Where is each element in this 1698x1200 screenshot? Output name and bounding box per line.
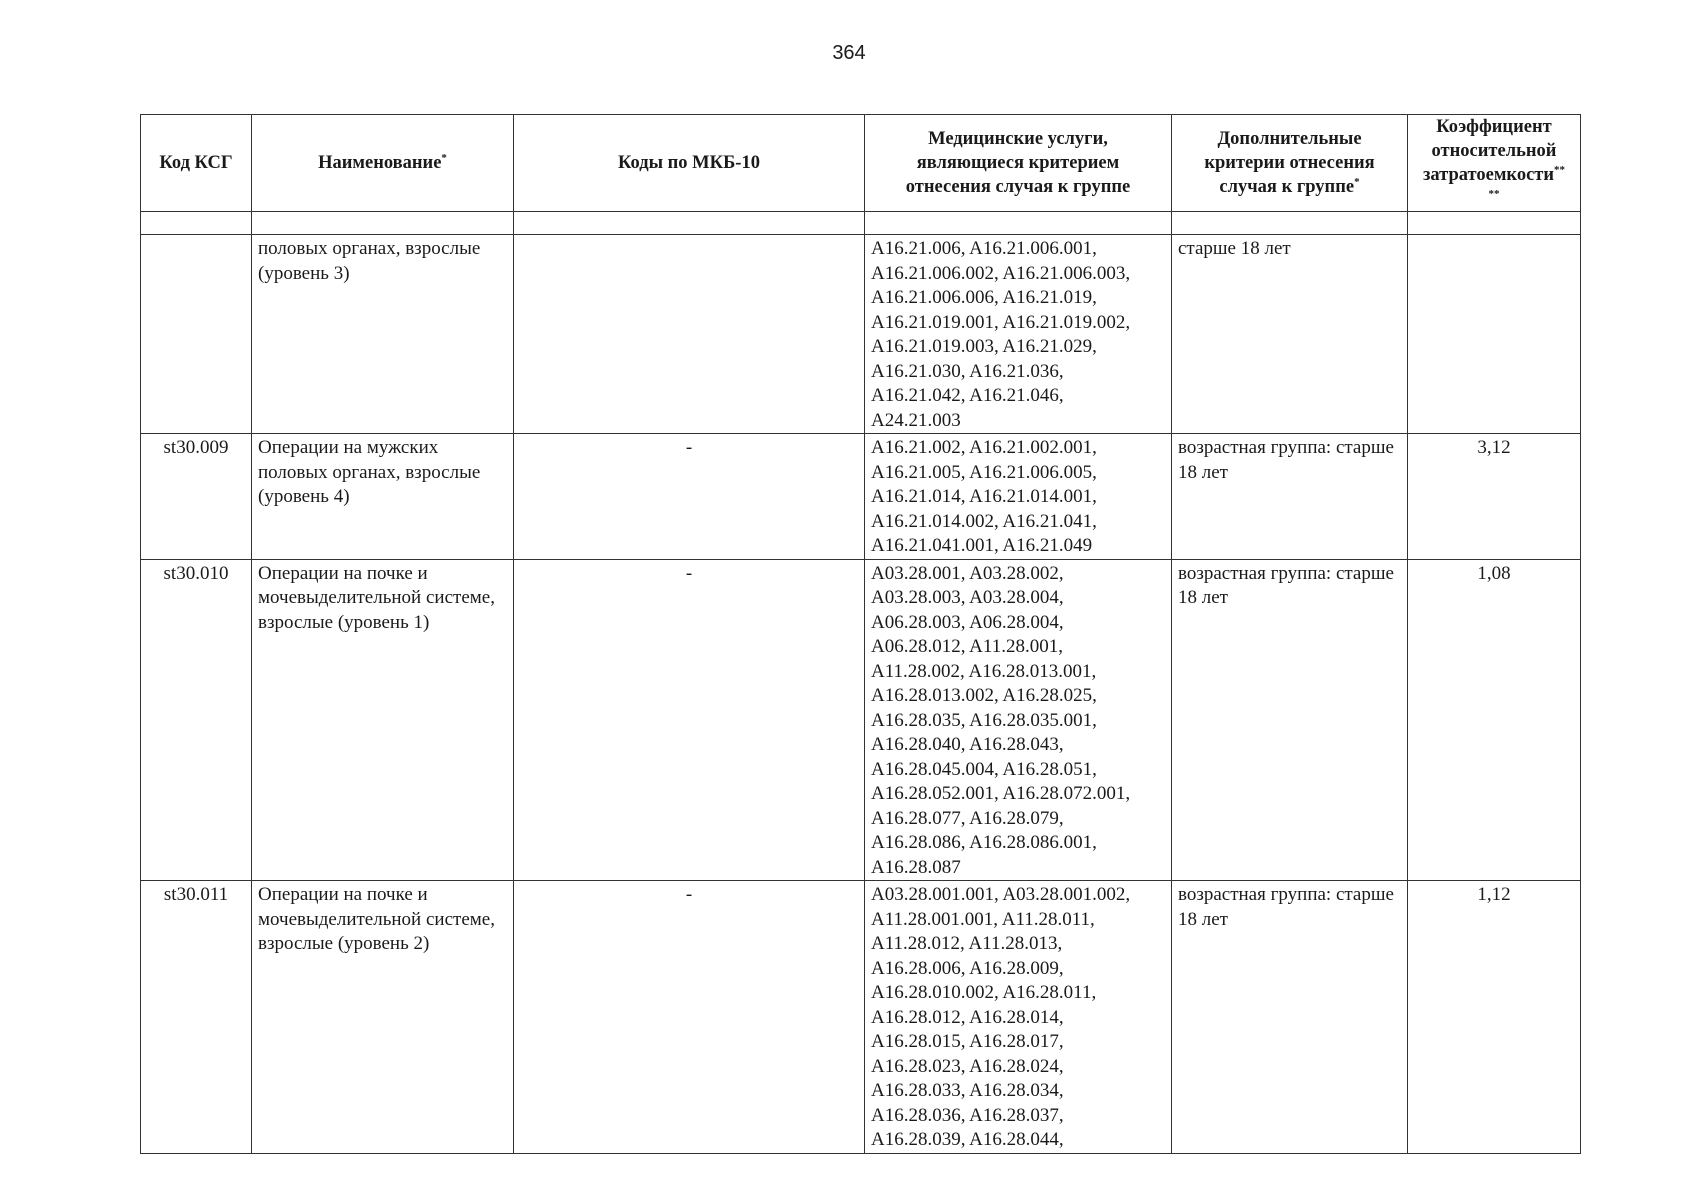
service-codes-line: A16.28.040, A16.28.043, [871,734,1064,755]
table-header-row [141,115,1581,212]
ksg-name-cell: Операции на почке и мочевыделительной системе, взрослые (уровень 1) [252,559,514,881]
ksg-code-cell: st30.010 [141,559,252,881]
table-spacer-row [141,212,1581,235]
service-codes-line: A16.21.005, A16.21.006.005, [871,461,1097,483]
header-code: Код КСГ [141,115,252,212]
service-codes-line: A24.21.003 [871,409,961,431]
service-codes-line: A16.21.014.002, A16.21.041, [871,510,1097,532]
ksg-code-cell: st30.009 [141,434,252,560]
criteria-cell: возрастная группа: старше 18 лет [1172,881,1408,1154]
service-codes-line: A16.28.013.002, A16.28.025, [871,685,1097,706]
service-codes-line: A11.28.012, A11.28.013, [871,933,1063,954]
service-codes-line: A16.28.077, A16.28.079, [871,807,1064,829]
ksg-name-cell: Операции на мужских половых органах, взрослые (уровень 4) [252,434,514,560]
service-codes-line: A11.28.002, A16.28.013.001, [871,660,1097,682]
service-codes-line: A16.21.002, A16.21.002.001, [871,437,1097,458]
mkb-codes-cell: - [514,881,865,1154]
header-criteria: Дополнительные критерии отнесения случая к группе* [1172,115,1408,212]
header-services: Медицинские услуги, являющиеся критерием отнесения случая к группе [865,115,1172,212]
service-codes-line: A16.28.010.002, A16.28.011, [871,982,1097,1003]
spacer-cell [865,212,1172,235]
header-coefficient: Коэффициент относительной затратоемкости** ** [1408,115,1581,212]
service-codes-line: A16.28.023, A16.28.024, [871,1055,1064,1077]
spacer-cell [514,212,865,235]
ksg-table [140,114,1581,1154]
criteria-cell: возрастная группа: старше 18 лет [1172,434,1408,560]
service-codes-line: A16.21.041.001, A16.21.049 [871,535,1093,556]
service-codes-line: A16.28.033, A16.28.034, [871,1080,1064,1101]
service-codes-line: A16.28.087 [871,856,961,878]
page-number: 364 [832,42,866,64]
service-codes-line: A03.28.003, A03.28.004, [871,587,1064,608]
spacer-cell [252,212,514,235]
footnote-mark: ** [1488,187,1500,200]
service-codes-line: A16.21.006, A16.21.006.001, [871,238,1097,259]
service-codes-line: A06.28.012, A11.28.001, [871,636,1063,657]
service-codes-line: A16.28.052.001, A16.28.072.001, [871,783,1131,804]
ksg-name-cell: Операции на почке и мочевыделительной системе, взрослые (уровень 2) [252,881,514,1154]
service-codes-line: A03.28.001.001, A03.28.001.002, [871,884,1131,905]
spacer-cell [141,212,252,235]
service-codes-line: A16.21.019.001, A16.21.019.002, [871,311,1131,333]
service-codes-line: A16.21.014, A16.21.014.001, [871,486,1097,507]
services-cell [865,881,1172,1154]
mkb-codes-cell: - [514,434,865,560]
services-cell [865,434,1172,560]
ksg-code-cell: st30.011 [141,881,252,1154]
table-row [141,881,1581,1154]
service-codes-line: A16.21.030, A16.21.036, [871,360,1064,382]
coefficient-cell: 3,12 [1408,434,1581,560]
spacer-cell [1408,212,1581,235]
footnote-mark: ** [1554,163,1566,176]
service-codes-line: A16.28.015, A16.28.017, [871,1031,1064,1052]
table-row [141,434,1581,560]
criteria-cell: старше 18 лет [1172,235,1408,434]
mkb-codes-cell: - [514,559,865,881]
ksg-code-cell [141,235,252,434]
coefficient-cell: 1,08 [1408,559,1581,881]
table-row [141,559,1581,881]
mkb-codes-cell [514,235,865,434]
service-codes-line: A06.28.003, A06.28.004, [871,611,1064,633]
ksg-name-cell: половых органах, взрослые (уровень 3) [252,235,514,434]
service-codes-line: A16.28.006, A16.28.009, [871,957,1064,979]
footnote-mark: * [1354,175,1360,188]
service-codes-line: A16.28.086, A16.28.086.001, [871,832,1097,853]
service-codes-line: A16.28.035, A16.28.035.001, [871,709,1097,731]
service-codes-line: A11.28.001.001, A11.28.011, [871,908,1095,930]
service-codes-line: A16.28.045.004, A16.28.051, [871,758,1097,780]
services-cell [865,235,1172,434]
service-codes-line: A16.21.006.002, A16.21.006.003, [871,262,1131,284]
service-codes-line: A16.28.012, A16.28.014, [871,1006,1064,1028]
header-mkb: Коды по МКБ-10 [514,115,865,212]
coefficient-cell: 1,12 [1408,881,1581,1154]
table-row [141,235,1581,434]
service-codes-line: A16.28.036, A16.28.037, [871,1104,1064,1126]
service-codes-line: A16.21.042, A16.21.046, [871,385,1064,406]
service-codes-line: A16.21.006.006, A16.21.019, [871,287,1097,308]
spacer-cell [1172,212,1408,235]
services-cell [865,559,1172,881]
criteria-cell: возрастная группа: старше 18 лет [1172,559,1408,881]
service-codes-line: A16.28.039, A16.28.044, [871,1129,1064,1150]
header-name: Наименование* [252,115,514,212]
service-codes-line: A16.21.019.003, A16.21.029, [871,336,1097,357]
footnote-mark: * [441,151,447,164]
coefficient-cell [1408,235,1581,434]
service-codes-line: A03.28.001, A03.28.002, [871,562,1064,584]
